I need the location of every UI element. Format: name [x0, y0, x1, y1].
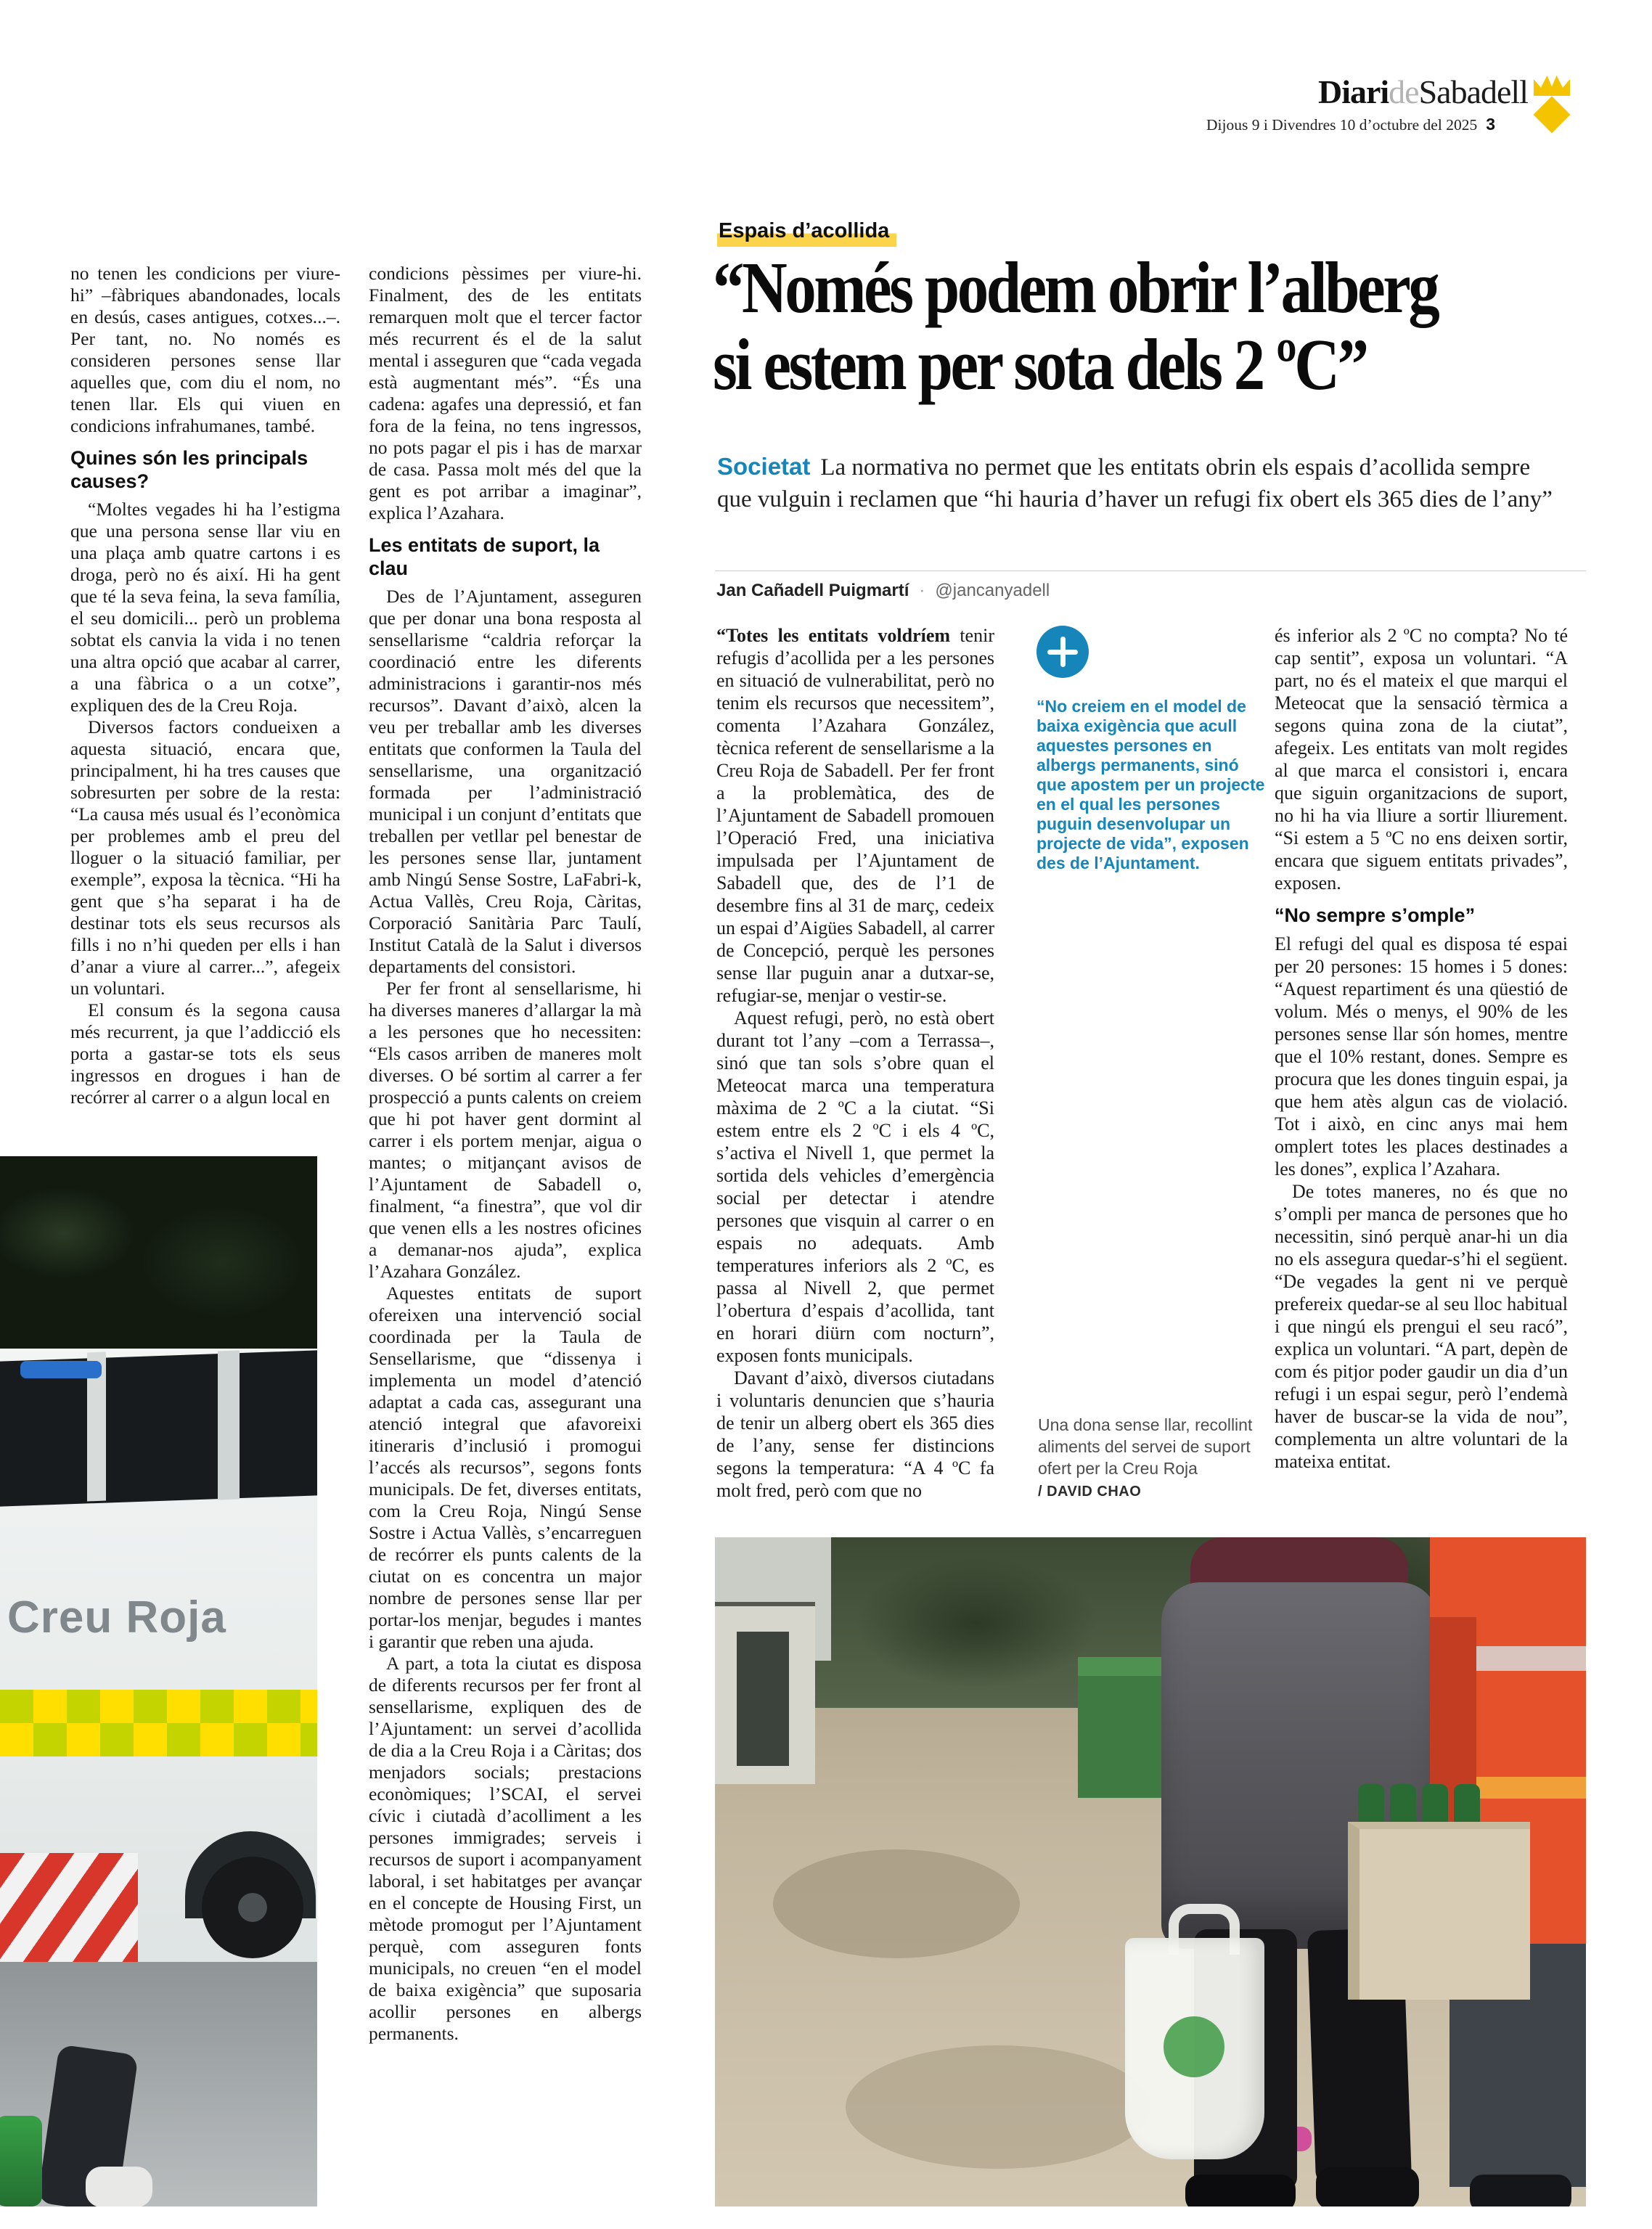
brand-part-sabadell: Sabadell: [1418, 73, 1528, 110]
van-chevron-stripe: [0, 1853, 138, 1962]
byline-rule: [715, 570, 1586, 571]
kicker: Espais d’acollida: [717, 218, 896, 247]
deck-text: La normativa no permet que les entitats obrin els espais d’acollida sempre que vulguin i reclamen que “hi hauria d’haver un refugi fix obert els 365 dies de l’any”: [717, 454, 1553, 512]
paragraph: és inferior als 2 ºC no compta? No té cap sentit”, exposa un voluntari. “A part, no és el mateix el que marqui el Meteocat que la sensació tèrmica a segons quina zona de la ciutat”, afegeix. Les entitats van molt regides al que marca el consistori i, encara que siguin organitzacions de suport, no hi ha via lliure a sortir lliurement. “Si estem a 5 ºC no ens deixen sortir, encara que siguem entitats privades”, exposen.: [1275, 625, 1568, 893]
main-photo: [715, 1537, 1586, 2206]
caption-text: Una dona sense llar, recollint aliments del servei de suport ofert per la Creu Roja: [1038, 1415, 1253, 1478]
left-column-1: [70, 263, 340, 1108]
paragraph: El consum és la segona causa més recurrent, ja que l’addicció els porta a gastar-se tots els seus ingressos en drogues i han de recórrer al carrer o a algun local en: [70, 999, 340, 1108]
crown-icon: [1533, 75, 1571, 128]
lead-rest-text: tenir refugis d’acollida per a les persones en situació de vulnerabilitat, però no tenim els recursos que necessitem”, comenta l’Azahara González, tècnica referent de sensellarisme a la Creu Roja de Sabadell. Per fer front a la problemàtica, des de l’Ajuntament de Sabadell promouen l’Operació Fred, una iniciativa impulsada per l’Ajuntament de Sabadell que, des de l’1 de desembre fins al 31 de març, cedeix un espai d’Aigües Sabadell, al carrer de Concepció, perquè les persones sense llar puguin anar a dutxar-se, refugiar-se, menjar o vestir-se.: [716, 625, 994, 1006]
ground-patch: [846, 2045, 1150, 2169]
van-wheel-hub: [238, 1893, 267, 1922]
person-shoe: [1470, 2175, 1571, 2206]
van-lightbar: [20, 1361, 102, 1378]
paragraph: no tenen les condicions per viure-hi” –fàbriques abandonades, locals en desús, cases antigues, cotxes...–. Per tant, no. No només es consideren persones sense llar aquelles que, com diu el nom, no tenen llar. Els qui viuen en condicions infrahumanes, també.: [70, 263, 340, 436]
section-label: Societat: [717, 453, 811, 480]
main-column-1: [716, 624, 994, 1502]
date-text: Dijous 9 i Divendres 10 d’octubre del 2025: [1206, 116, 1478, 134]
paragraph: Aquest refugi, però, no està obert durant tot l’any –com a Terrassa–, sinó que tan sols s’obre quan el Meteocat marca una temperatura màxima de 2 ºC a la ciutat. “Si estem entre els 2 ºC i els 4 ºC, s’activa el Nivell 1, que permet la sortida dels vehicles d’emergència social per detectar i atendre persones que visquin al carrer o en espais no adequats. Amb temperatures inferiors als 2 ºC, es passa al Nivell 2, que permet l’obertura d’espais d’acollida, tant en horari diürn com nocturn”, exposen fonts municipals.: [716, 1007, 994, 1366]
crown-top-icon: [1534, 75, 1570, 96]
lead-paragraph: [716, 624, 994, 1007]
pull-quote-text: “No creiem en el model de baixa exigència que acull aquestes persones en albergs permanents, sinó que apostem per un projecte en el qual les persones puguin desenvolupar un projecte de vida”, exposen des de l’Ajuntament.: [1036, 697, 1265, 872]
paragraph: Per fer front al sensellarisme, hi ha diverses maneres d’allargar la mà a les persones que ho necessiten: “Els casos arriben de maneres molt diverses. O bé sortim al carrer a fer prospecció a punts calents on creiem que hi pot haver gent dormint al carrer i els portem menjar, aigua o mantes; o mitjançant avisos de l’Ajuntament de Sabadell o, finalment, “a finestra”, que vol dir que venen ells a les nostres oficines a demanar-nos ajuda”, explica l’Azahara González.: [369, 978, 642, 1282]
paragraph: condicions pèssimes per viure-hi. Finalment, des de les entitats remarquen molt que el tercer factor més recurrent és el de la salut mental i asseguren que “cada vegada està augmentant més”. “És una cadena: agafes una depressió, et fan fora de la feina, no tens ingressos, no pots pagar el pis i has de marxar de casa. Passa molt més del que la gent es pot arribar a imaginar”, explica l’Azahara.: [369, 263, 642, 523]
column-subhead: Les entitats de suport, la clau: [369, 534, 600, 579]
author-handle: @jancanyadell: [935, 581, 1050, 600]
paragraph: Des de l’Ajuntament, asseguren que per donar una bona resposta al sensellarisme “caldria reforçar la coordinació entre les diferents administracions i garantir-nos més recursos”. Davant d’això, alcen la veu per treballar amb les diverses entitats que conformen la Taula del sensellarisme, una organització formada per l’administració municipal i un conjunt d’entitats que treballen per vetllar pel benestar de les persones sense llar, juntament amb Ningú Sense Sostre, LaFabri-k, Actua Vallès, Creu Roja, Càritas, Corporació Sanitària Parc Taulí, Institut Català de la Salut i diversos departaments del consistori.: [369, 586, 642, 977]
left-column-2: [369, 263, 642, 2045]
deck: [717, 451, 1570, 515]
plus-icon: [1036, 626, 1089, 678]
paragraph: “Moltes vegades hi ha l’estigma que una persona sense llar viu en una plaça amb quatre cartons i es droga, però no és així. Hi ha gent que té la seva feina, la seva família, el seu domicili... però un problema sobtat els canvia la vida i no tenen una altra opció que acabar al carrer, a una fàbrica o a un cotxe”, expliquen des de la Creu Roja.: [70, 499, 340, 716]
pull-quote: [1036, 626, 1267, 873]
headline: [713, 249, 1627, 403]
brand-part-de: de: [1389, 73, 1419, 110]
crown-diamond-icon: [1534, 97, 1571, 134]
dateline: [1206, 115, 1495, 134]
paragraph: A part, a tota la ciutat es disposa de diferents recursos per fer front al sensellarisme, expliquen des de l’Ajuntament: un servei d’acollida de dia a la Creu Roja i a Càritas; dos menjadors socials; prestacions econòmiques; l’SCAI, el servei cívic i ciutadà d’acolliment a les persones immigrades; serveis i recursos de suport i acompanyament laboral, i set habitatges per avançar en el concepte de Housing First, un mètode promogut per l’Ajuntament perquè, com asseguren fonts municipals, no creuen “en el model de baixa exigència” que suposaria acollir persones en albergs permanents.: [369, 1653, 642, 2044]
van-text: Creu Roja: [7, 1592, 226, 1643]
author-name: Jan Cañadell Puigmartí: [716, 581, 909, 600]
photo-caption: [1038, 1414, 1256, 1500]
ground-patch: [773, 1849, 1020, 1958]
paragraph: Diversos factors condueixen a aquesta situació, encara que, principalment, hi ha tres causes que sobresurten per sobre de la resta: “La causa més usual és l’econòmica per problemes amb el preu del lloguer o la situació familiar, per exemple”, exposa la tècnica. “Hi ha gent que s’ha separat i ha de destinar tots els seus recursos als fills i no n’hi queden per ells i han d’anar a viure al carrer...”, afegeix un voluntari.: [70, 716, 340, 999]
paragraph: Davant d’això, diversos ciutadans i voluntaris denuncien que s’hauria de tenir un alberg obert els 365 dies de l’any, sense fer distincions segons la temperatura: “A 4 ºC fa molt fred, però com que no: [716, 1367, 994, 1501]
main-column-2: [1275, 624, 1568, 1473]
paragraph: El refugi del qual es disposa té espai per 20 persones: 15 homes i 5 dones: “Aquest repartiment és una qüestió de volum. Més o menys, el 90% de les persones sense llar són homes, mentre que el 10% restant, dones. Sempre es procura que les dones tinguin espai, ja que hem atès algun cas de violació. Tot i això, en cinc anys mai hem omplert totes les places destinades a les dones”, explica l’Azahara.: [1275, 933, 1568, 1179]
page-number: 3: [1486, 115, 1495, 134]
cardboard-box: [1348, 1822, 1530, 2000]
van-pillar: [218, 1350, 240, 1500]
headline-line-1: “Només podem obrir l’alberg: [713, 247, 1438, 328]
person-shoe: [1316, 2167, 1419, 2206]
van-photo: [0, 1156, 317, 2206]
brand-logo: [1318, 73, 1528, 111]
paragraph: Aquestes entitats de suport ofereixen una intervenció social coordinada per la Taula de Sensellarisme, que “dissenya i implementa un model d’atenció adaptat a cada cas, assegurant una atenció integral que afavoreixi itineraris d’inclusió i promogui l’accés als recursos”, segons fonts municipals. De fet, diverses entitats, com la Creu Roja, Ningú Sense Sostre i Actua Vallès, s’encarreguen de recórrer els punts calents de la ciutat on es concentra un major nombre de persones sense llar per portar-los menjar, begudes i mantes i garantir que reben una ajuda.: [369, 1283, 642, 1652]
bag-logo: [1164, 2016, 1224, 2077]
brand-part-diari: Diari: [1317, 73, 1389, 110]
column-subhead: Quines són les principals causes?: [70, 447, 308, 492]
person-shoe: [86, 2167, 152, 2206]
lead-bold-text: “Totes les entitats voldríem: [716, 625, 951, 646]
photo-credit: / DAVID CHAO: [1038, 1484, 1142, 1500]
van-battenberg-stripe: [0, 1690, 317, 1723]
headline-line-2: si estem per sota dels 2 ºC”: [713, 324, 1367, 405]
van-battenberg-stripe: [0, 1723, 317, 1756]
column-subhead: “No sempre s’omple”: [1275, 904, 1476, 926]
byline-separator: ·: [919, 581, 925, 600]
person-shoe: [1185, 2175, 1296, 2206]
byline: [716, 581, 1050, 601]
shed-door: [737, 1632, 789, 1766]
green-bottle: [0, 2116, 42, 2206]
paragraph: De totes maneres, no és que no s’ompli per manca de persones que ho necessitin, sinó perquè anar-hi un dia no els assegura quedar-s’hi el següent. “De vegades la gent ni ve perquè prefereix quedar-se al seu lloc habitual i que ningú els prengui el seu racó”, explica un voluntari. “A part, depèn de com és pitjor poder gaudir un dia d’un refugi i un espai segur, però l’endemà haver de buscar-se la vida de nou”, complementa un altre voluntari de la mateixa entitat.: [1275, 1181, 1568, 1472]
foliage-area: [0, 1156, 317, 1349]
